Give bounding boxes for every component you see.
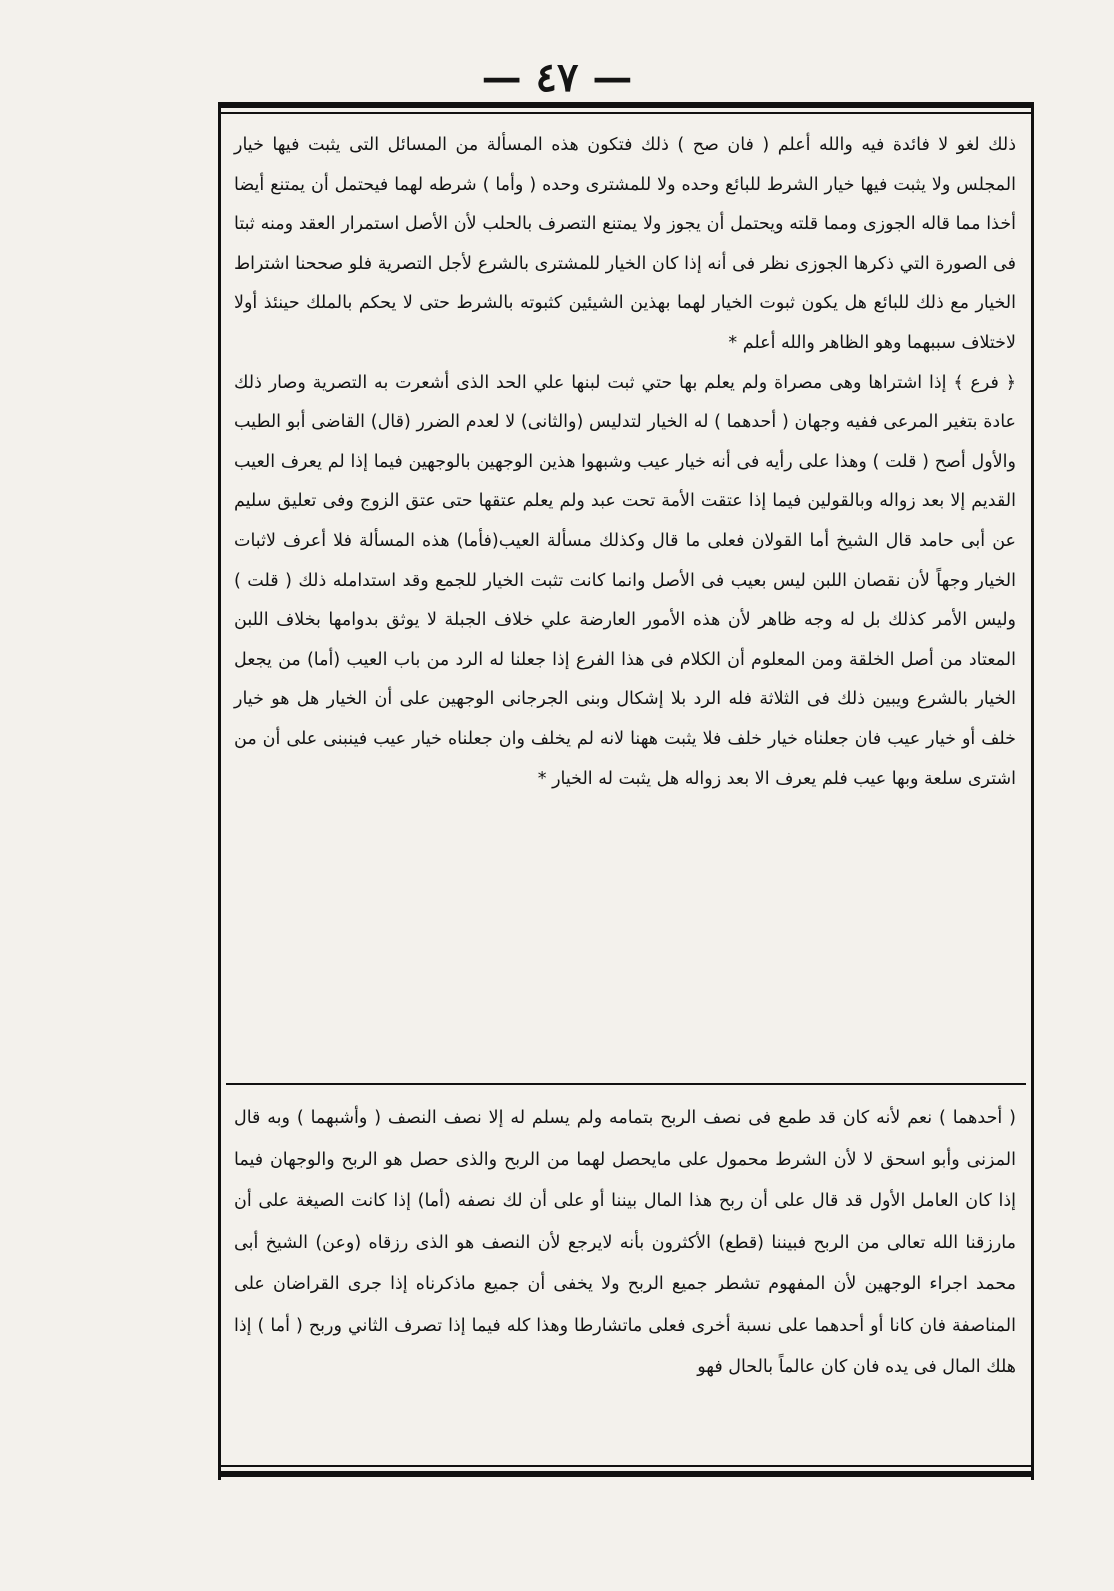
main-paragraph-1: ذلك لغو لا فائدة فيه والله أعلم ( فان صح ) ذلك فتكون هذه المسألة من المسائل التى يثبت فيها خيار المجلس ولا يثبت فيها خيار الشرط للبائع وحده ولا للمشترى وحده ( وأما ) شرطه لهما فيحتمل أن يمتنع أيضا أخذا مما قاله الجوزى ومما قلته ويحتمل أن يجوز ولا يمتنع التصرف بالحلب لأن الأصل استمرار العقد ومنه ثبتا فى الصورة التي ذكرها الجوزى نظر فى أنه إذا كان الخيار للمشترى بالشرع لأجل التصرية فلو صححنا اشتراط الخيار مع ذلك للبائع هل يكون ثبوت الخيار لهما بهذين الشيئين كثبوته بالشرط حتى لا يحكم بالملك حينئذ أولا لاختلاف سببهما وهو الظاهر والله أعلم * bbox=[234, 135, 1016, 353]
footnote-text bbox=[234, 1098, 1016, 1389]
frame-bottom-thin-rule bbox=[218, 1465, 1034, 1467]
footnote-paragraph-1: ( أحدهما ) نعم لأنه كان قد طمع فى نصف الربح بتمامه ولم يسلم له إلا نصف النصف ( وأشبهما ) وبه قال المزنى وأبو اسحق لا لأن الشرط محمول على مايحصل لهما من الربح والذى حصل هو الربح والوجهان فيما إذا كان العامل الأول قد قال على أن ربح هذا المال بيننا أو على أن لك نصفه (أما) إذا كانت الصيغة على أن مارزقنا الله تعالى من الربح فبيننا (قطع) الأكثرون بأنه لايرجع لأن النصف هو الذى رزقاه (وعن) الشيخ أبى محمد اجراء الوجهين لأن المفهوم تشطر جميع الربح ولا يخفى أن جميع ماذكرناه إذا جرى القراضان على المناصفة فان كانا أو أحدهما على نسبة أخرى فعلى ماتشارطا وهذا كله فيما إذا تصرف الثاني وربح ( أما ) إذا هلك المال فى يده فان كان عالماً بالحال فهو bbox=[234, 1108, 1016, 1377]
frame-right-rule bbox=[1031, 102, 1034, 1480]
frame-left-rule bbox=[218, 102, 221, 1480]
main-text bbox=[234, 126, 1016, 799]
frame-top-rule bbox=[218, 102, 1034, 108]
frame-top-thin-rule bbox=[218, 112, 1034, 114]
main-paragraph-2: ﴿ فرع ﴾ إذا اشتراها وهى مصراة ولم يعلم بها حتي ثبت لبنها علي الحد الذى أشعرت به التصرية وصار ذلك عادة بتغير المرعى ففيه وجهان ( أحدهما ) له الخيار لتدليس (والثانى) لا لعدم الضرر (قال) القاضى أبو الطيب والأول أصح ( قلت ) وهذا على رأيه فى أنه خيار عيب وشبهوا هذين الوجهين بالوجهين فيما إذا لم يعرف العيب القديم إلا بعد زواله وبالقولين فيما إذا عتقت الأمة تحت عبد ولم يعلم عتقها حتى عتق الزوج وفى تعليق سليم عن أبى حامد قال الشيخ أما القولان فعلى ما قال وكذلك مسألة العيب(فأما) هذه المسألة فلا أعرف لاثبات الخيار وجهاً لأن نقصان اللبن ليس بعيب فى الأصل وانما كانت تثبت الخيار للجمع وقد استدامله ذلك ( قلت ) وليس الأمر كذلك بل له وجه ظاهر لأن هذه الأمور العارضة علي خلاف الجبلة لا يوثق بدوامها بخلاف اللبن المعتاد من أصل الخلقة ومن المعلوم أن الكلام فى هذا الفرع إذا جعلنا له الرد من باب العيب (أما) من يجعل الخيار بالشرع ويبين ذلك فى الثلاثة فله الرد بلا إشكال وبنى الجرجانى الوجهين على أن الخيار هل هو خيار خلف أو خيار عيب فان جعلناه خيار خلف فلا يثبت ههنا لانه لم يخلف وان جعلناه خيار عيب فينبنى على أن من اشترى سلعة وبها عيب فلم يعرف الا بعد زواله هل يثبت له الخيار * bbox=[234, 372, 1016, 789]
page-number: — ٤٧ — bbox=[481, 54, 633, 101]
frame-bottom-rule bbox=[218, 1471, 1034, 1477]
footnote-separator bbox=[226, 1083, 1026, 1085]
